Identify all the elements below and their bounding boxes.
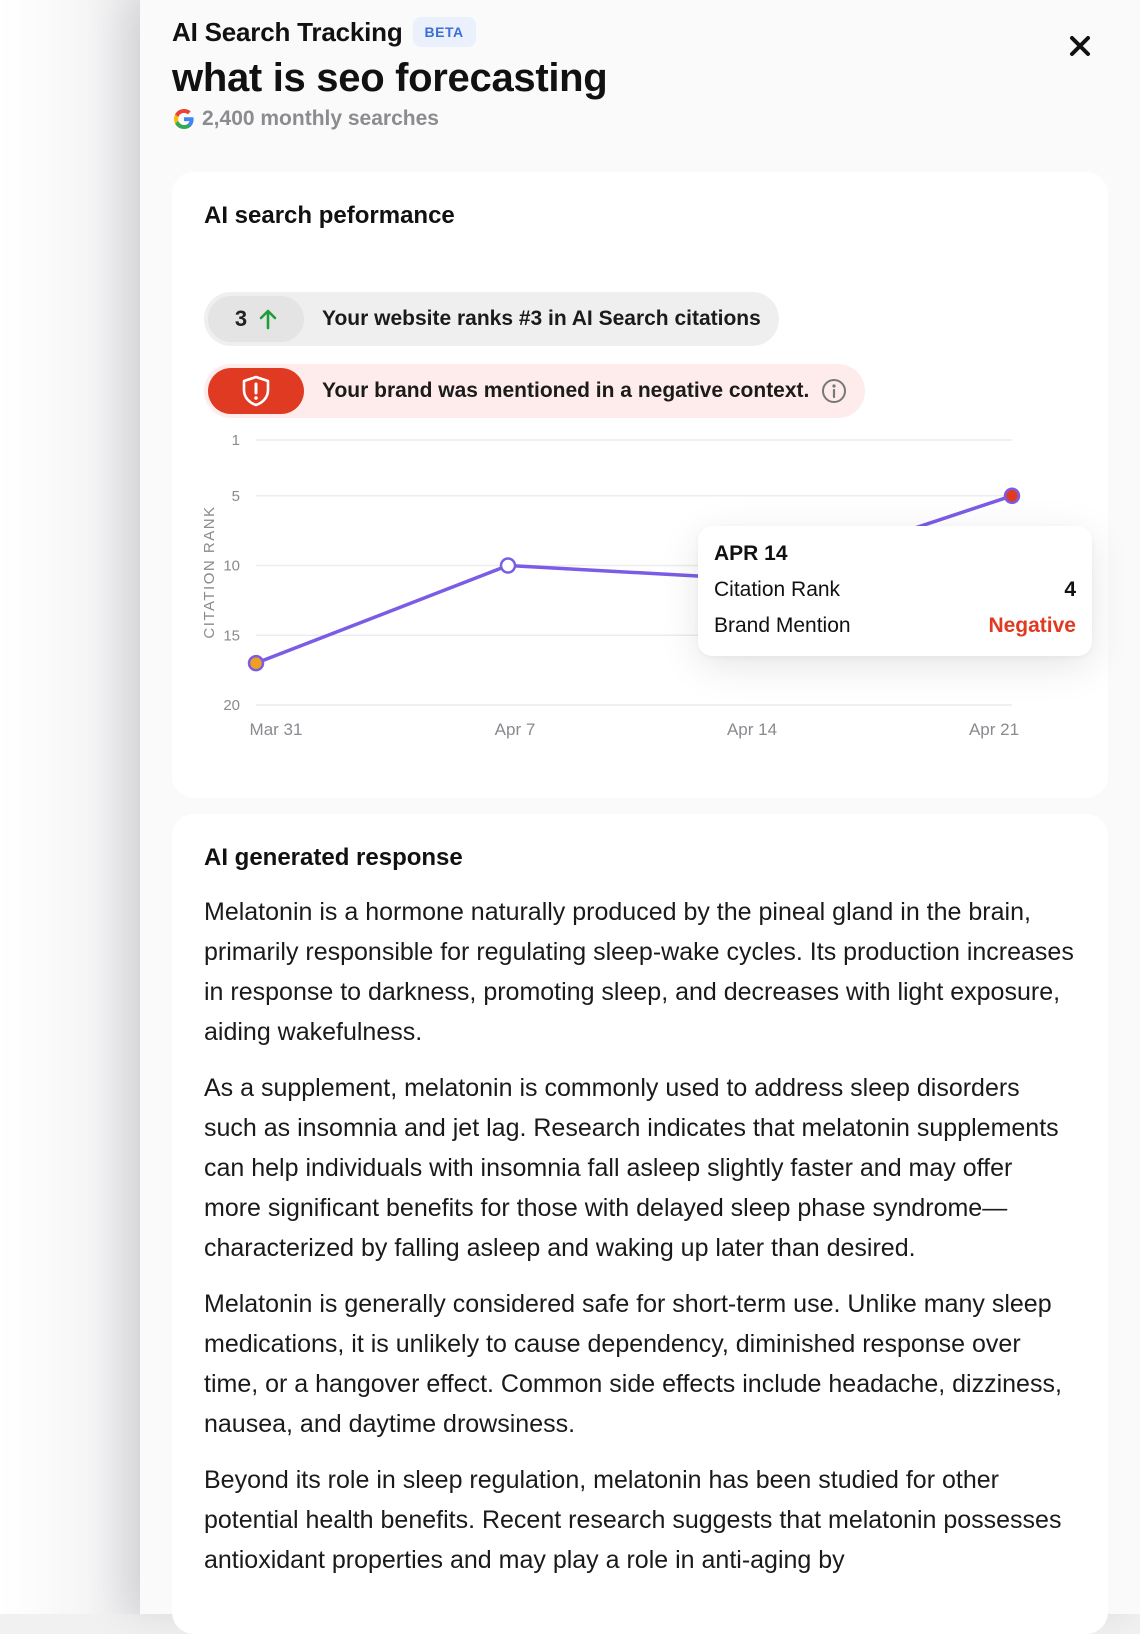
shield-alert-icon [241,375,271,407]
rank-text: Your website ranks #3 in AI Search citations [322,307,761,330]
y-tick-label: 1 [231,432,240,449]
response-paragraph: Beyond its role in sleep regulation, melatonin has been studied for other potential health benefits. Recent research suggests that melatonin possesses antioxidant properties and may play a role in anti-aging by [204,1466,1062,1574]
rank-badge [208,296,304,342]
google-icon [172,107,196,131]
tooltip-brand-value: Negative [988,614,1076,637]
close-button[interactable] [1064,30,1096,62]
y-tick-label: 15 [223,627,240,645]
arrow-up-icon [259,308,277,330]
app-title: AI Search Tracking [172,16,403,47]
negative-mention-pill [204,364,865,418]
data-point [249,656,263,670]
response-body [204,892,1074,1596]
monthly-searches: 2,400 monthly searches [202,107,439,130]
y-tick-label: 10 [223,557,240,575]
rank-value: 3 [234,306,248,331]
x-tick-label: Apr 14 [726,720,778,739]
response-paragraph: As a supplement, melatonin is commonly used to address sleep disorders such as insomnia and jet lag. Research indicates that melatonin supplements can help individuals with insomnia fall asleep slightly faster and may offer more significant benefits for those with delayed sleep phase syndrome—characterized by falling asleep and waking up later than desired. [204,1074,1059,1262]
performance-title: AI search peformance [204,202,455,229]
negative-mention-text: Your brand was mentioned in a negative context. [322,379,810,402]
rank-pill [204,292,779,346]
info-icon[interactable] [821,378,847,404]
response-title: AI generated response [204,844,463,871]
tooltip-date: APR 14 [714,542,788,565]
chart-tooltip [698,526,1092,656]
ai-response-card [172,814,1108,1634]
tooltip-citation-label: Citation Rank [714,578,841,601]
y-tick-label: 20 [223,697,240,714]
tooltip-brand-label: Brand Mention [714,614,851,637]
beta-badge: BETA [413,17,476,47]
data-point [1005,489,1019,503]
y-tick-label: 5 [231,487,240,505]
drawer-header [172,14,607,131]
response-paragraph: Melatonin is a hormone naturally produced by the pineal gland in the brain, primarily responsible for regulating sleep-wake cycles. Its production increases in response to darkness, promoting sleep, and decreases with light exposure, aiding wakefulness. [204,898,1074,1046]
x-tick-label: Apr 21 [968,720,1020,739]
negative-badge [208,368,304,414]
y-axis-label: CITATION RANK [201,505,218,639]
x-tick-label: Mar 31 [249,720,303,739]
tooltip-citation-value: 4 [1064,578,1076,601]
page-backdrop [0,0,140,1614]
ai-performance-card [172,172,1108,798]
x-tick-label: Apr 7 [494,720,536,739]
data-point [501,559,515,573]
close-icon [1069,35,1091,57]
keyword-title: what is seo forecasting [172,56,608,100]
response-paragraph: Melatonin is generally considered safe for short-term use. Unlike many sleep medications, it is unlikely to cause dependency, diminished response over time, or a hangover effect. Common side effects include headache, dizziness, nausea, and daytime drowsiness. [204,1290,1062,1438]
